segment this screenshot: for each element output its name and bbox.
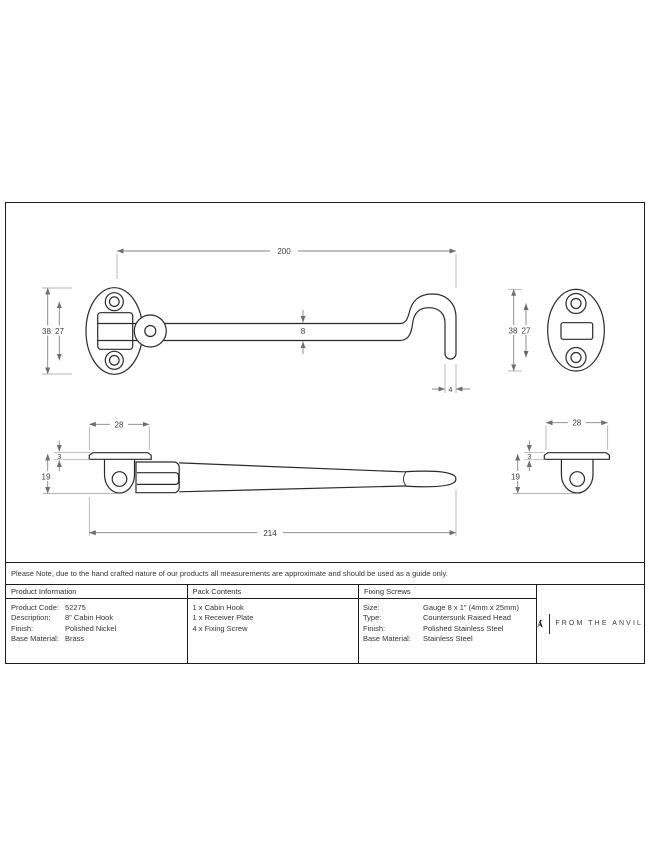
- product-information-column: [6, 585, 187, 663]
- info-table: [5, 584, 645, 664]
- dim-label-27: 27: [55, 327, 64, 336]
- dim-label-4: 4: [448, 387, 453, 394]
- row-label: Description:: [11, 613, 51, 623]
- table-row: [363, 624, 536, 634]
- dim-label-38: 38: [42, 327, 51, 336]
- dim-label-3-right: 3: [527, 453, 532, 461]
- dim-label-27-right: 27: [521, 326, 531, 336]
- list-item: 1 x Receiver Plate: [192, 613, 254, 623]
- row-label: Finish:: [363, 623, 386, 633]
- row-value: Brass: [65, 634, 85, 644]
- receiver-plate-side-view: [544, 453, 609, 493]
- table-row: [11, 613, 187, 623]
- receiver-plate-plan-dimensions: [507, 289, 533, 371]
- list-item: 1 x Cabin Hook: [192, 603, 244, 612]
- row-value: Polished Nickel: [65, 623, 117, 633]
- row-label: Base Material:: [363, 634, 411, 644]
- fixing-screws-header: Fixing Screws: [359, 585, 536, 599]
- dim-label-3-left: 3: [57, 453, 62, 461]
- row-label: Product Code:: [11, 603, 59, 612]
- table-row: [11, 603, 187, 613]
- brand-name: FROM THE ANVIL: [555, 620, 643, 628]
- row-label: Base Material:: [11, 634, 59, 644]
- receiver-plate-plan-view: [548, 289, 605, 371]
- row-value: 8" Cabin Hook: [65, 613, 114, 623]
- table-row: [11, 634, 187, 644]
- note-text: Please Note, due to the hand crafted nature of our products all measurements are approximate and should be used as a guide only.: [11, 569, 448, 578]
- row-label: Type:: [363, 613, 382, 623]
- cabin-hook-plan-view: [86, 288, 456, 375]
- row-value: Polished Stainless Steel: [423, 623, 504, 633]
- fixing-screws-column: [358, 585, 536, 663]
- dim-label-28-left: 28: [114, 420, 124, 430]
- product-information-header: Product Information: [6, 585, 187, 599]
- brand-column: [536, 585, 643, 663]
- row-value: 52275: [65, 603, 86, 612]
- dim-label-38-right: 38: [508, 326, 518, 336]
- row-label: Size:: [363, 603, 380, 612]
- dim-label-19-right: 19: [511, 472, 520, 482]
- cabin-hook-side-view: [89, 453, 456, 493]
- dim-label-19-left: 19: [41, 472, 51, 482]
- pack-contents-header: Pack Contents: [188, 585, 359, 599]
- row-label: Finish:: [11, 623, 34, 633]
- dim-label-28-right: 28: [572, 418, 582, 428]
- measurement-note: [5, 562, 645, 586]
- row-value: Gauge 8 x 1" (4mm x 25mm): [423, 603, 520, 612]
- table-row: [11, 624, 187, 634]
- table-row: [363, 634, 536, 644]
- dim-label-8: 8: [300, 327, 306, 336]
- dim-label-214: 214: [263, 529, 277, 538]
- pack-contents-column: [187, 585, 359, 663]
- anvil-monogram-icon: [537, 615, 543, 632]
- drawing-panel: [5, 202, 645, 563]
- row-value: Stainless Steel: [423, 634, 473, 644]
- brand-logo: [537, 585, 643, 663]
- dim-label-200: 200: [277, 247, 291, 256]
- side-view-dimensions: [39, 419, 456, 539]
- row-value: Countersunk Raised Head: [423, 613, 511, 623]
- list-item: 4 x Fixing Screw: [192, 623, 248, 633]
- table-row: [363, 603, 536, 613]
- technical-drawing: [6, 203, 643, 559]
- table-row: [363, 613, 536, 623]
